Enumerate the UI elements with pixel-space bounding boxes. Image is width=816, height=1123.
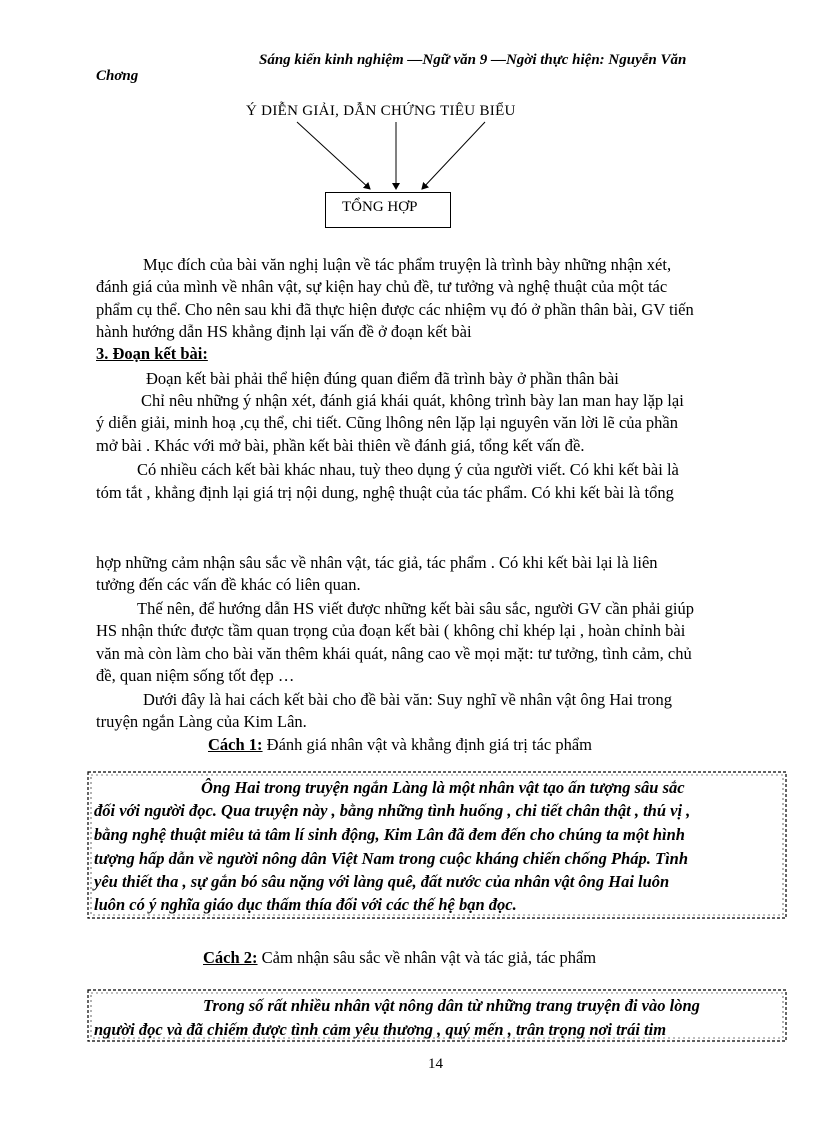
method-1-quote-line-5: yêu thiết tha , sự gắn bó sâu nặng với làng quê, đất nước của nhân vật ông Hai luôn bbox=[94, 872, 670, 891]
page-number: 14 bbox=[428, 1056, 443, 1072]
method-1-quote-line-6: luôn có ý nghĩa giáo dục thấm thía đối với các thế hệ bạn đọc. bbox=[94, 895, 517, 914]
section3-line-6: tóm tắt , khẳng định lại giá trị nội dung, nghệ thuật của tác phẩm. Có khi kết bài là tổng bbox=[96, 483, 674, 502]
para1-line-4: hành hướng dẫn HS khẳng định lại vấn đề ở đoạn kết bài bbox=[96, 322, 472, 341]
section3-line-5: Có nhiều cách kết bài khác nhau, tuỳ theo dụng ý của người viết. Có khi kết bài là bbox=[137, 460, 679, 479]
method-1-text: Đánh giá nhân vật và khẳng định giá trị tác phẩm bbox=[262, 735, 592, 754]
summary-box bbox=[325, 192, 451, 228]
method-2-quote-line-1: Trong số rất nhiều nhân vật nông dân từ những trang truyện đi vào lòng bbox=[203, 996, 700, 1015]
section3-line-2: Chỉ nêu những ý nhận xét, đánh giá khái quát, không trình bày lan man hay lặp lại bbox=[141, 391, 684, 410]
section3-line-4: mở bài . Khác với mở bài, phần kết bài thiên về đánh giá, tổng kết vấn đề. bbox=[96, 436, 585, 455]
running-header-continuation: Chơng bbox=[96, 68, 139, 84]
para2-line-7: Dưới đây là hai cách kết bài cho đề bài văn: Suy nghĩ về nhân vật ông Hai trong bbox=[143, 690, 673, 709]
summary-box-label: TỔNG HỢP bbox=[342, 199, 418, 215]
section3-line-3: ý diễn giải, minh hoạ ,cụ thể, chi tiết. Cũng lhông nên lặp lại nguyên văn lời lẽ của phần bbox=[96, 413, 678, 432]
method-2-quote-line-2: người đọc và đã chiếm được tình cảm yêu thương , quý mến , trân trọng nơi trái tim bbox=[94, 1020, 667, 1039]
para2-line-6: đề, quan niệm sống tốt đẹp … bbox=[96, 666, 295, 685]
para1-line-1: Mục đích của bài văn nghị luận về tác phẩm truyện là trình bày những nhận xét, bbox=[143, 255, 672, 274]
method-1-quote-line-2: đối với người đọc. Qua truyện này , bằng những tình huống , chi tiết chân thật , thú vị , bbox=[94, 801, 691, 820]
running-header: Sáng kiến kinh nghiệm —Ngữ văn 9 —Ngời thực hiện: Nguyễn Văn bbox=[259, 52, 687, 68]
method-2-label: Cách 2: bbox=[203, 948, 258, 967]
diagram-top-label: Ý DIỄN GIẢI, DẪN CHỨNG TIÊU BIỂU bbox=[246, 103, 516, 119]
section3-line-1: Đoạn kết bài phải thể hiện đúng quan điểm đã trình bày ở phần thân bài bbox=[146, 369, 619, 388]
method-2-text: Cảm nhận sâu sắc về nhân vật và tác giả, tác phẩm bbox=[257, 948, 597, 967]
arrow-right bbox=[422, 122, 485, 189]
method-1-label: Cách 1: bbox=[208, 735, 263, 754]
para2-line-8: truyện ngắn Làng của Kim Lân. bbox=[96, 712, 307, 731]
para2-line-1: hợp những cảm nhận sâu sắc về nhân vật, tác giả, tác phẩm . Có khi kết bài lại là liên bbox=[96, 553, 658, 572]
arrow-left bbox=[297, 122, 370, 189]
method-1-quote-line-4: tượng hấp dẫn về người nông dân Việt Nam trong cuộc kháng chiến chống Pháp. Tình bbox=[94, 849, 689, 868]
para2-line-5: văn mà còn làm cho bài văn thêm khái quát, nâng cao về mọi mặt: tư tưởng, tình cảm, chủ bbox=[96, 644, 692, 663]
section-3-heading: 3. Đoạn kết bài: bbox=[96, 344, 208, 363]
method-2-heading bbox=[203, 948, 596, 968]
para2-line-4: HS nhận thức được tầm quan trọng của đoạn kết bài ( không chỉ khép lại , hoàn chỉnh bài bbox=[96, 621, 686, 640]
para1-line-2: đánh giá của mình về nhân vật, sự kiện hay chủ đề, tư tưởng và nghệ thuật của một tác bbox=[96, 277, 668, 296]
method-1-heading bbox=[208, 735, 592, 755]
method-1-quote-line-3: bằng nghệ thuật miêu tả tâm lí sinh động, Kim Lân đã đem đến cho chúng ta một hình bbox=[94, 825, 685, 844]
para1-line-3: phẩm cụ thể. Cho nên sau khi đã thực hiện được các nhiệm vụ đó ở phần thân bài, GV tiến bbox=[96, 300, 694, 319]
para2-line-3: Thế nên, để hướng dẫn HS viết được những kết bài sâu sắc, người GV cần phải giúp bbox=[137, 599, 694, 618]
para2-line-2: tưởng đến các vấn đề khác có liên quan. bbox=[96, 575, 361, 594]
method-1-quote-line-1: Ông Hai trong truyện ngắn Làng là một nhân vật tạo ấn tượng sâu sắc bbox=[201, 778, 685, 797]
